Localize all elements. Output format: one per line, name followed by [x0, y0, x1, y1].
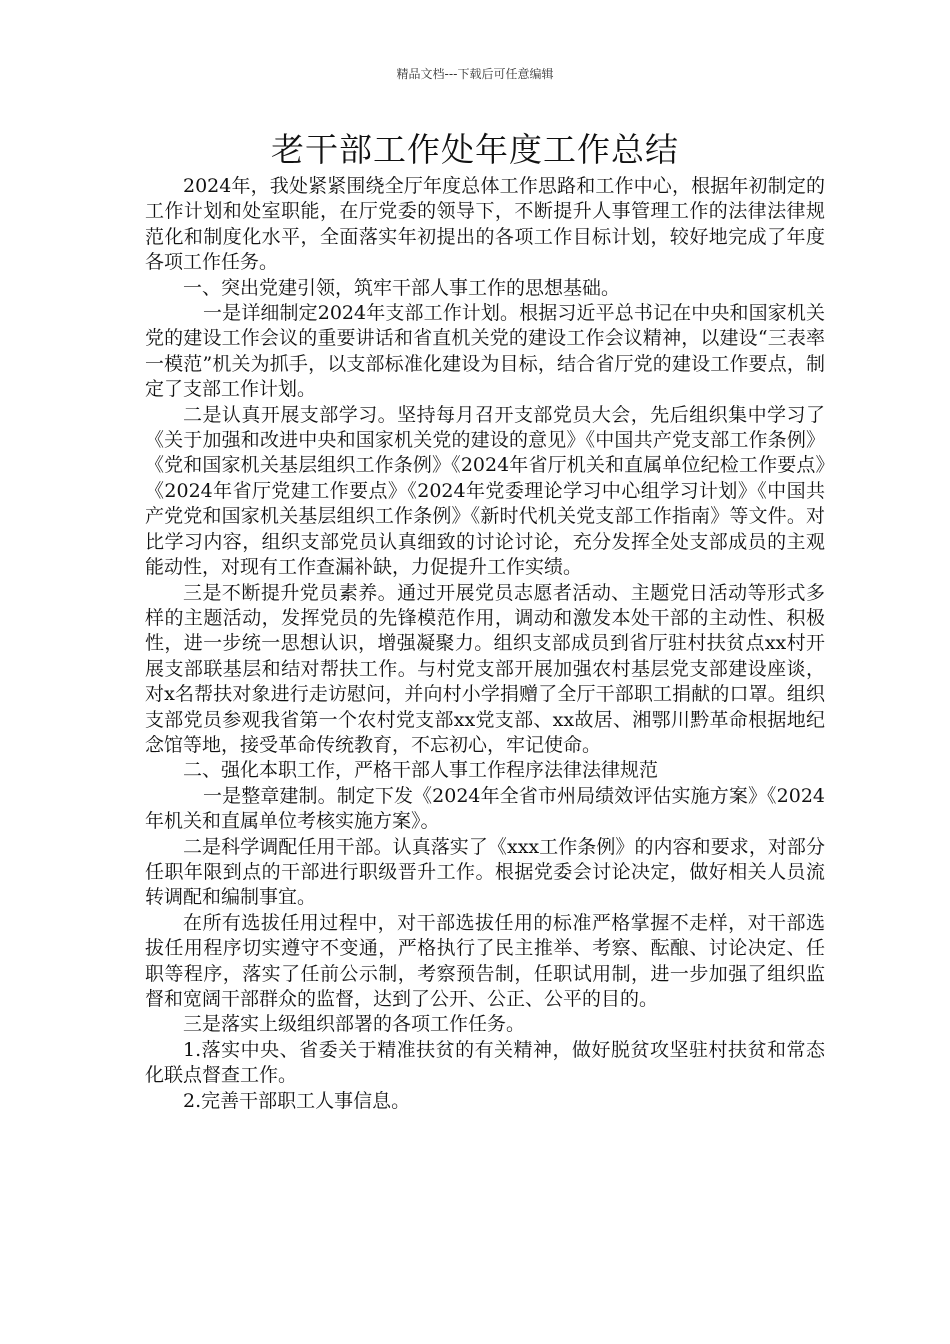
paragraph-intro: 2024年，我处紧紧围绕全厅年度总体工作思路和工作中心，根据年初制定的工作计划和处室职能，在厅党委的领导下，不断提升人事管理工作的法律法律规范化和制度化水平，全面落实年初提出的各项工作目标计划，较好地完成了年度各项工作任务。	[145, 175, 825, 274]
header-note: 精品文档---下载后可任意编辑	[396, 67, 554, 81]
list-item-2: 2.完善干部职工人事信息。	[183, 1089, 411, 1112]
paragraph-item-1-2: 二是认真开展支部学习。坚持每月召开支部党员大会，先后组织集中学习了《关于加强和改进中央和国家机关党的建设的意见》《中国共产党支部工作条例》《党和国家机关基层组织工作条例》《2024年省厅机关和直属单位纪检工作要点》《2024年省厅党建工作要点》《2024年党委理论学习中心组学习计划》《中国共产党党和国家机关基层组织工作条例》《新时代机关党支部工作指南》等文件。对比学习内容，组织支部党员认真细致的讨论讨论，充分发挥全处支部成员的主观能动性，对现有工作查漏补缺，力促提升工作实绩。	[145, 403, 825, 579]
paragraph-item-2-3: 三是落实上级组织部署的各项工作任务。	[183, 1013, 526, 1036]
document-title: 老干部工作处年度工作总结	[271, 130, 679, 169]
paragraph-item-2-2: 二是科学调配任用干部。认真落实了《xxx工作条例》的内容和要求，对部分任职年限到点的干部进行职级晋升工作。根据党委会讨论决定，做好相关人员流转调配和编制事宜。	[145, 835, 825, 909]
section-heading-2: 二、强化本职工作，严格干部人事工作程序法律法律规范	[183, 759, 659, 782]
document-body	[145, 174, 825, 1114]
paragraph-selection-process: 在所有选拔任用过程中，对干部选拔任用的标准严格掌握不走样，对干部选拔任用程序切实遵守不变通，严格执行了民主推举、考察、酝酿、讨论决定、任职等程序，落实了任前公示制，考察预告制，任职试用制，进一步加强了组织监督和宽阔干部群众的监督，达到了公开、公正、公平的目的。	[145, 911, 825, 1010]
paragraph-item-1-3: 三是不断提升党员素养。通过开展党员志愿者活动、主题党日活动等形式多样的主题活动，发挥党员的先锋模范作用，调动和激发本处干部的主动性、积极性，进一步统一思想认识，增强凝聚力。组织支部成员到省厅驻村扶贫点xx村开展支部联基层和结对帮扶工作。与村党支部开展加强农村基层党支部建设座谈，对x名帮扶对象进行走访慰问，并向村小学捐赠了全厅干部职工捐献的口罩。组织支部党员参观我省第一个农村党支部xx党支部、xx故居、湘鄂川黔革命根据地纪念馆等地，接受革命传统教育，不忘初心，牢记使命。	[145, 581, 825, 756]
list-item-1: 1.落实中央、省委关于精准扶贫的有关精神，做好脱贫攻坚驻村扶贫和常态化联点督查工作。	[145, 1038, 825, 1087]
section-heading-1: 一、突出党建引领，筑牢干部人事工作的思想基础。	[183, 276, 621, 299]
paragraph-item-2-1: 一是整章建制。制定下发《2024年全省市州局绩效评估实施方案》《2024年机关和直属单位考核实施方案》。	[145, 784, 825, 833]
paragraph-item-1-1: 一是详细制定2024年支部工作计划。根据习近平总书记在中央和国家机关党的建设工作会议的重要讲话和省直机关党的建设工作会议精神，以建设“三表率一模范”机关为抓手，以支部标准化建设为目标，结合省厅党的建设工作要点，制定了支部工作计划。	[145, 302, 825, 401]
